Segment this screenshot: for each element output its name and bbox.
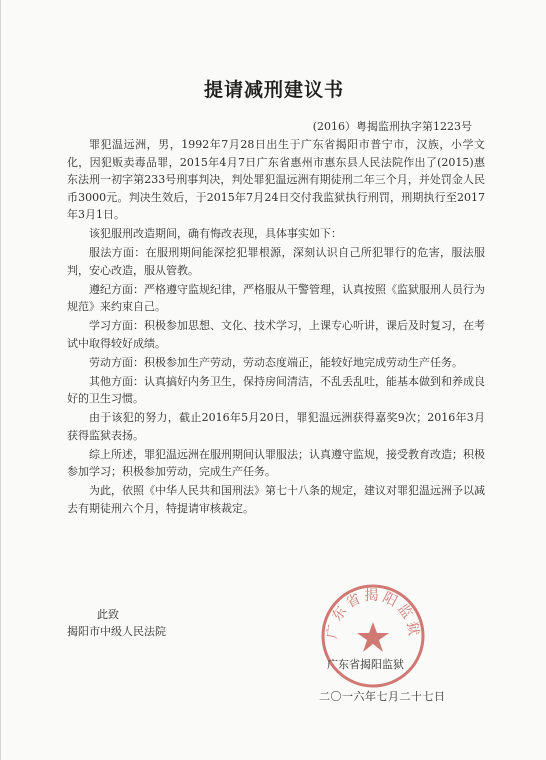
paragraph-intro: 该犯服刑改造期间，确有悔改表现，具体事实如下：: [89, 227, 342, 240]
seal-text: 广东省揭阳监狱: [324, 588, 422, 640]
salutation: 此致: [97, 608, 119, 621]
recipient-court: 揭阳市中级人民法院: [67, 625, 166, 638]
paragraph-proposal: 为此，依照《中华人民共和国刑法》第七十八条的规定，建议对罪犯温远洲予以减去有期徒刑六个月，特提请审核裁定。: [67, 484, 485, 515]
paragraph-labor: 劳动方面：积极参加生产劳动，劳动态度端正，能较好地完成劳动生产任务。: [89, 355, 463, 369]
paragraph-criminal-info: 罪犯温远洲，男，1992年7月28日出生于广东省揭阳市普宁市，汉族，小学文化，因犯贩卖毒品罪，2015年4月7日广东省惠州市惠东县人民法院作出了(2015)惠东法刑一初字第233号刑事判决，判处罪犯温远洲有期徒刑二年三个月，并处罚金人民币3000元。判决生效后，于2015年7月24日交付我监狱执行刑罚，刑期执行至2017年3月1日。: [67, 138, 485, 221]
document-body: [67, 136, 485, 519]
document-number: (2016）粤揭监刑执字第1223号: [312, 120, 472, 133]
paragraph-awards: 由于该犯的努力，截止2016年5月20日，罪犯温远洲获得嘉奖9次；2016年3月获得监狱表扬。: [67, 411, 485, 442]
paragraph-obedience: 服法方面：在服刑期间能深挖犯罪根源，深刻认识自己所犯罪行的危害，服法服判，安心改造，服从管教。: [67, 246, 485, 277]
document-title: 提请减刑建议书: [203, 79, 344, 101]
issue-date: 二〇一六年七月二十七日: [319, 690, 446, 703]
paragraph-summary: 综上所述，罪犯温远洲在服刑期间认罪服法；认真遵守监规，接受教育改造；积极参加学习；积极参加劳动，完成生产任务。: [67, 447, 485, 478]
paragraph-study: 学习方面：积极参加思想、文化、技术学习，上课专心听讲，课后及时复习，在考试中取得较好成绩。: [67, 319, 485, 350]
official-seal: [319, 582, 427, 690]
closing-block: [67, 606, 196, 640]
paragraph-other: 其他方面：认真搞好内务卫生，保持房间清洁，不乱丢乱吐，能基本做到和养成良好的卫生习惯。: [67, 374, 485, 405]
signer-name: 广东省揭阳监狱: [327, 658, 404, 671]
paragraph-discipline: 遵纪方面：严格遵守监规纪律，严格服从干警管理，认真按照《监狱服刑人员行为规范》来约束自己。: [67, 282, 485, 313]
